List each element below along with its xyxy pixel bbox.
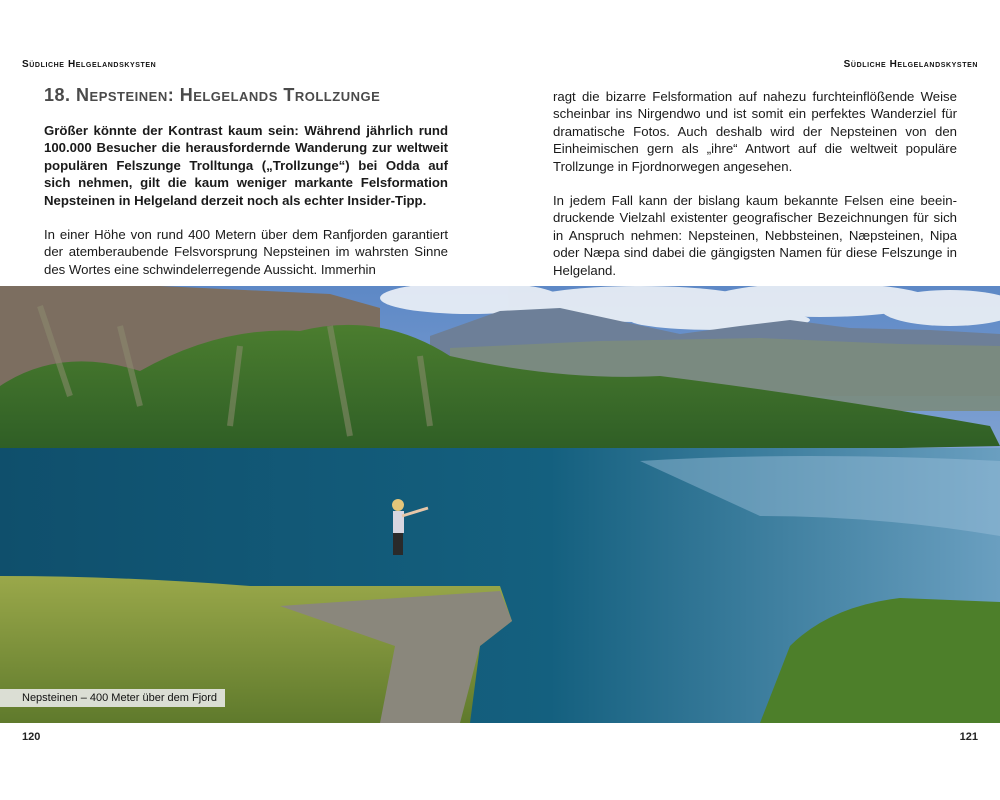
fjord-photo bbox=[0, 286, 1000, 723]
left-text-column bbox=[44, 84, 448, 278]
chapter-title: 18. Nepsteinen: Helgelands Trollzunge bbox=[44, 85, 381, 105]
lead-paragraph: Größer könnte der Kontrast kaum sein: Während jährlich rund 100.000 Besucher die herausfordernde Wanderung zur weltweit populären Felszunge Trolltunga („Trollzunge“) bei Odda auf sich nehmen, gilt die kaum weniger markante Felsformation Nepsteinen in Helgeland derzeit noch als echter Insider-Tipp. bbox=[44, 123, 448, 208]
photo-caption: Nepsteinen – 400 Meter über dem Fjord bbox=[0, 689, 225, 707]
running-head-left: Südliche Helgelandskysten bbox=[22, 59, 157, 70]
body-paragraph-right-1: ragt die bizarre Felsformation auf nahezu furchteinflößende Weise scheinbar ins Nirgendwo und ist somit ein perfektes Wanderziel für dramatische Fotos. Auch deshalb wird der Nepsteinen von den Einheimischen gern als „ihre“ Antwort auf die weltweit populäre Trollzunge in Fjordnorwegen angesehen. bbox=[553, 89, 957, 174]
running-head-right: Südliche Helgelandskysten bbox=[843, 59, 978, 70]
page-number-left: 120 bbox=[22, 731, 41, 743]
body-paragraph-left: In einer Höhe von rund 400 Metern über dem Ranfjorden garantiert der atemberaubende Felsvorsprung Nepsteinen im wahrsten Sinne des Wortes eine schwindelerregende Aussicht. Immerhin bbox=[44, 227, 448, 277]
page-number-right: 121 bbox=[959, 731, 978, 743]
body-paragraph-right-2: In jedem Fall kann der bislang kaum bekannte Felsen eine beeindruckende Vielzahl existenter geografischer Bezeichnungen für sich in Anspruch nehmen: Nepsteinen, Nebbsteinen, Næpsteinen, Nipa oder Næpa sind dabei die gängigsten Namen für diese Felszunge in Helgeland. bbox=[553, 193, 957, 278]
right-text-column bbox=[553, 88, 957, 279]
